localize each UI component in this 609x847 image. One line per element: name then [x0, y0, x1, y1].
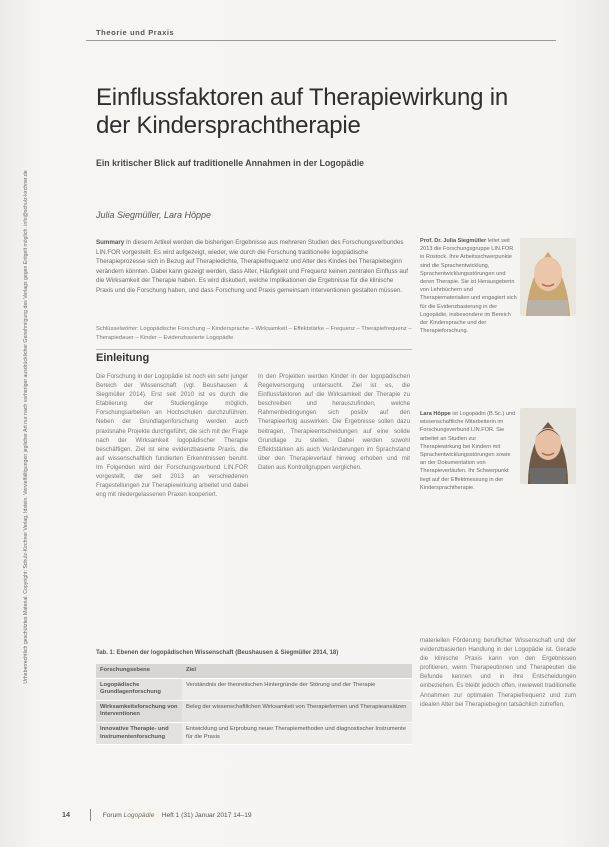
table-header: Forschungsebene [96, 664, 182, 678]
footer-divider [90, 809, 91, 821]
table-header: Ziel [182, 664, 412, 678]
bio-name: Prof. Dr. Julia Siegmüller [420, 238, 487, 244]
section-tag: Theorie und Praxis [96, 28, 175, 37]
body-column-middle: In den Projekten werden Kinder in der logopädischen Regelversorgung untersucht. Ziel ist es, die Einflussfaktoren auf die Wirksamkeit der Therapie zu beschreiben und herauszufinden, welche Rahmenbedingungen sich positiv auf den Therapieerfolg auswirken. Die Ergebnisse sollen dazu beitragen, Therapieentscheidungen auf eine solide Grundlage zu stellen. Dabei werden sowohl Effektstärken als auch Veränderungen im Sprachstand über den Therapieverlauf hinweg erhoben und mit Daten aus Kontrollgruppen verglichen. [258, 373, 410, 471]
summary-block [96, 238, 412, 296]
table-header-row [96, 664, 412, 678]
bio-name: Lara Höppe [420, 411, 451, 417]
research-levels-table [96, 664, 412, 745]
article-authors: Julia Siegmüller, Lara Höppe [96, 210, 212, 220]
journal-issue: Heft 1 (31) Januar 2017 14–19 [161, 811, 252, 819]
journal-prefix: Forum [102, 811, 122, 819]
table-cell: Innovative Therapie- und Instrumentenforschung [96, 722, 182, 744]
article-subtitle: Ein kritischer Blick auf traditionelle Annahmen in der Logopädie [96, 158, 365, 168]
table-cell: Entwicklung und Erprobung neuer Therapiemethoden und diagnostischer Instrumente für die Praxis [182, 722, 412, 744]
journal-name: Logopädie [123, 811, 155, 819]
table-cell: Verständnis der theoretischen Hintergründe der Störung und der Therapie [182, 678, 412, 700]
keywords-rule [96, 349, 412, 350]
copyright-side-note: Urheberrechtlich geschütztes Material. Copyright: Schulz-Kirchner Verlag, Idstein. Vervielfältigungen jeglicher Art nur nach vorheriger ausdrücklicher Genehmigung des Verlags gegen Entgelt möglich. info@schulz-kirchner.de [23, 170, 29, 684]
table-row [96, 678, 412, 700]
page-footer [62, 809, 252, 821]
body-column-right: materiellen Förderung beruflicher Wissenschaft und der evidenzbasierten Handlung in der Logopädie ist. Gerade die klinische Praxis kann von den Ergebnissen profitieren, wenn Therapeutinnen und Therapeuten die Befunde kennen und in ihre Entscheidungen einbeziehen. Es bleibt jedoch offen, inwieweit traditionelle Annahmen zur optimalen Therapiefrequenz und zum idealen Alter bei Therapiebeginn tatsächlich zutreffen. [420, 637, 576, 708]
author-photo-siegmueller [520, 238, 576, 316]
bio-text: leitet seit 2013 die Forschungsgruppe LIN.FOR in Rostock. Ihre Arbeitsschwerpunkte sind die Sprachentwicklung, Sprachentwicklungsstörungen und deren Therapie. Sie ist Herausgeberin von Lehrbüchern und Therapiematerialien und engagiert sich für die Evidenzbasierung in der Logopädie, insbesondere im Bereich der Kindersprache und der Therapieforschung. [420, 238, 517, 335]
table-row [96, 722, 412, 744]
article-title: Einflussfaktoren auf Therapiewirkung in der Kindersprachtherapie [96, 84, 508, 139]
bio-text: ist Logopädin (B.Sc.) und wissenschaftliche Mitarbeiterin im Forschungsverbund LIN.FOR. Sie arbeitet an Studien zur Therapiewirkung bei Kindern mit Sprachentwicklungsstörungen sowie an der Dokumentation von Therapieverläufen. Ihr Schwerpunkt liegt auf der Effektmessung in der Kindersprachtherapie. [420, 411, 516, 491]
section-heading-einleitung: Einleitung [96, 352, 150, 364]
table-cell: Beleg der wissenschaftlichen Wirksamkeit von Therapieformen und Therapieansätzen [182, 700, 412, 722]
author-bio-hoeppe [420, 410, 518, 492]
journal-brand [103, 812, 157, 819]
table-cell: Wirksamkeitsforschung von Interventionen [96, 700, 182, 722]
body-column-left: Die Forschung in der Logopädie ist noch ein sehr junger Bereich der Wissenschaft (vgl. Beushausen & Siegmüller 2014). Erst seit 2010 ist es durch die Etablierung der Studiengänge möglich, Forschungsarbeiten an Hochschulen durchzuführen. Neben der Grundlagenforschung werden auch praxisnahe Projekte durchgeführt, die sich mit der Frage nach der Wirksamkeit logopädischer Therapie beschäftigen. Ziel ist eine evidenzbasierte Praxis, die auf wissenschaftlich fundierten Erkenntnissen beruht. Im Folgenden wird der Forschungsverbund LIN.FOR vorgestellt, der seit 2013 an verschiedenen Fragestellungen zur Therapiewirkung arbeitet und dabei eng mit niedergelassenen Praxen kooperiert. [96, 373, 248, 499]
table-caption: Tab. 1: Ebenen der logopädischen Wissenschaft (Beushausen & Siegmüller 2014, 18) [96, 650, 339, 656]
page-number: 14 [62, 809, 70, 819]
summary-label: Summary [96, 239, 125, 246]
table-row [96, 700, 412, 722]
author-bio-siegmueller [420, 237, 518, 335]
summary-text: In diesem Artikel werden die bisherigen Ergebnisse aus mehreren Studien des Forschungsverbundes LIN.FOR vorgestellt. Es wird aufgezeigt, wieder, wie durch die Forschung traditionelle logopädische Therapieprozesse sich in Bezug auf Therapiedichte, Therapiefrequenz und Alter des Kindes bei Therapiebeginn verändern könnten. Dabei kann gezeigt werden, dass Alter, Häufigkeit und Frequenz keinen zentralen Einfluss auf die Wirksamkeit der Therapie haben. Es wird diskutiert, welche Implikationen die Ergebnisse für die klinische Praxis und die Forschung haben, und dass Forschung und Praxis gemeinsam Interventionen gestalten müssen. [96, 239, 408, 294]
table-cell: Logopädische Grundlagenforschung [96, 678, 182, 700]
keywords: Schlüsselwörter: Logopädische Forschung – Kindersprache – Wirksamkeit – Effektstärke – Frequenz – Therapiefrequenz – Therapiedauer – Kinder – Evidenzbasierte Logopädie [96, 326, 412, 341]
header-rule [86, 40, 556, 41]
author-photo-hoeppe [520, 408, 576, 484]
